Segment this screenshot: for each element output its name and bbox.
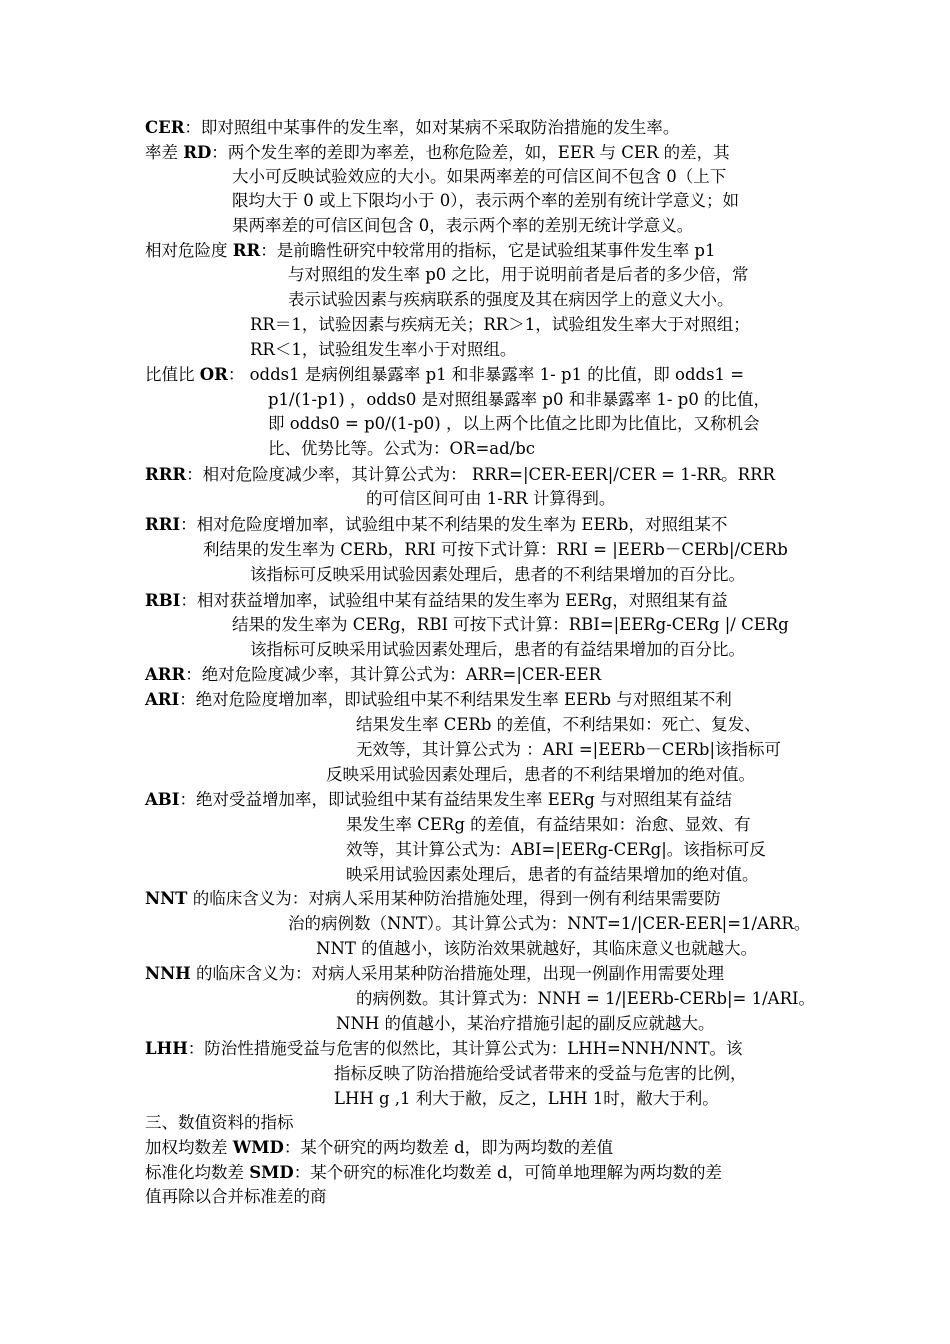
ari-line-4: 反映采用试验因素处理后，患者的不利结果增加的绝对值。	[326, 765, 755, 784]
section-heading-numeric: 三、数值资料的指标	[145, 1113, 294, 1132]
nnt-text-1: 的临床含义为：对病人采用某种防治措施处理，得到一例有利结果需要防	[187, 889, 721, 908]
lhh-term: LHH	[145, 1039, 188, 1058]
smd-prefix: 标准化均数差	[145, 1163, 250, 1182]
nnh-line-2: 的病例数。其计算式为：NNH = 1/|EERb-CERb|= 1/ARI。	[356, 989, 816, 1008]
or-line-1	[145, 364, 744, 386]
lhh-text-1: ：防治性措施受益与危害的似然比，其计算公式为：LHH=NNH/NNT。该	[187, 1039, 743, 1058]
ari-line-1	[145, 689, 732, 711]
rd-text-1: ：两个发生率的差即为率差，也称危险差，如，EER 与 CER 的差，其	[211, 143, 730, 162]
rbi-term: RBI	[145, 591, 181, 610]
rr-line-4: RR＝1，试验因素与疾病无关；RR＞1，试验组发生率大于对照组；	[250, 315, 750, 334]
smd-line-1	[145, 1162, 722, 1184]
smd-line-2: 值再除以合并标准差的商	[145, 1187, 327, 1206]
arr-line-1	[145, 664, 601, 686]
smd-term: SMD	[249, 1163, 294, 1182]
nnh-term: NNH	[145, 964, 191, 983]
rri-line-3: 该指标可反映采用试验因素处理后，患者的不利结果增加的百分比。	[250, 565, 745, 584]
ari-term: ARI	[145, 690, 180, 709]
arr-term: ARR	[145, 665, 186, 684]
or-prefix: 比值比	[145, 365, 200, 384]
cer-term: CER	[145, 118, 185, 137]
rd-line-3: 限均大于 0 或上下限均小于 0），表示两个率的差别有统计学意义；如	[232, 191, 739, 210]
abi-line-2: 果发生率 CERg 的差值，有益结果如：治愈、显效、有	[346, 815, 751, 834]
wmd-prefix: 加权均数差	[145, 1138, 233, 1157]
rri-line-1	[145, 514, 727, 536]
cer-line	[145, 117, 679, 139]
rri-text-1: ：相对危险度增加率，试验组中某不利结果的发生率为 EERb，对照组某不	[180, 515, 728, 534]
or-line-4: 比、优势比等。公式为：OR=ad/bc	[268, 439, 536, 458]
or-line-2: p1/(1-p1) ，odds0 是对照组暴露率 p0 和非暴露率 1- p0 的比值，	[268, 390, 771, 409]
rr-text-1: ：是前瞻性研究中较常用的指标，它是试验组某事件发生率 p1	[260, 241, 716, 260]
nnh-line-1	[145, 963, 724, 985]
rri-line-2: 利结果的发生率为 CERb，RRI 可按下式计算：RRI = |EERb－CERb|/CERb	[203, 540, 788, 559]
rd-prefix: 率差	[145, 143, 184, 162]
arr-text-1: ：绝对危险度减少率，其计算公式为：ARR=|CER-EER	[185, 665, 602, 684]
rrr-line-1	[145, 464, 775, 486]
rrr-term: RRR	[145, 465, 187, 484]
rr-line-2: 与对照组的发生率 p0 之比，用于说明前者是后者的多少倍，常	[288, 265, 749, 284]
abi-term: ABI	[145, 790, 180, 809]
cer-def: ：即对照组中某事件的发生率，如对某病不采取防治措施的发生率。	[184, 118, 680, 137]
rr-prefix: 相对危险度	[145, 241, 233, 260]
rbi-line-1	[145, 590, 728, 612]
or-term: OR	[199, 365, 228, 384]
rr-line-3: 表示试验因素与疾病联系的强度及其在病因学上的意义大小。	[288, 290, 734, 309]
or-line-3: 即 odds0 = p0/(1-p0) ，以上两个比值之比即为比值比，又称机会	[268, 414, 760, 433]
wmd-line-1	[145, 1137, 613, 1159]
rd-line-2: 大小可反映试验效应的大小。如果两率差的可信区间不包含 0（上下	[232, 167, 727, 186]
rrr-text-1: ：相对危险度减少率，其计算公式为： RRR=|CER-EER|/CER = 1-RR。RRR	[186, 465, 775, 484]
abi-line-1	[145, 789, 732, 811]
abi-text-1: ：绝对受益增加率，即试验组中某有益结果发生率 EERg 与对照组某有益结	[179, 790, 733, 809]
rd-line-4: 果两率差的可信区间包含 0，表示两个率的差别无统计学意义。	[232, 216, 694, 235]
rbi-line-3: 该指标可反映采用试验因素处理后，患者的有益结果增加的百分比。	[250, 640, 745, 659]
rr-line-5: RR＜1，试验组发生率小于对照组。	[250, 340, 517, 359]
ari-line-2: 结果发生率 CERb 的差值，不利结果如：死亡、复发、	[356, 715, 761, 734]
nnt-line-1	[145, 888, 721, 910]
rbi-text-1: ：相对获益增加率，试验组中某有益结果的发生率为 EERg，对照组某有益	[180, 591, 728, 610]
rbi-line-2: 结果的发生率为 CERg，RBI 可按下式计算：RBI=|EERg-CERg |/ CERg	[232, 615, 789, 634]
rd-line-1	[145, 142, 730, 164]
nnt-line-2: 治的病例数（NNT）。其计算公式为：NNT=1/|CER-EER|=1/ARR。	[288, 914, 811, 933]
rr-line-1	[145, 240, 716, 262]
nnt-line-3: NNT 的值越小，该防治效果就越好，其临床意义也就越大。	[316, 939, 758, 958]
abi-line-3: 效等，其计算公式为：ABI=|EERg-CERg|。该指标可反	[346, 840, 766, 859]
rd-term: RD	[183, 143, 212, 162]
rrr-line-2: 的可信区间可由 1-RR 计算得到。	[366, 489, 616, 508]
lhh-line-1	[145, 1038, 743, 1060]
nnh-text-1: 的临床含义为：对病人采用某种防治措施处理，出现一例副作用需要处理	[190, 964, 725, 983]
nnh-line-3: NNH 的值越小，某治疗措施引起的副反应就越大。	[336, 1014, 715, 1033]
smd-text-1: ：某个研究的标准化均数差 d，可简单地理解为两均数的差	[293, 1163, 723, 1182]
lhh-line-3: LHH g ,1 利大于敝，反之，LHH 1时，敝大于利。	[334, 1089, 719, 1108]
abi-line-4: 映采用试验因素处理后，患者的有益结果增加的绝对值。	[346, 865, 759, 884]
nnt-term: NNT	[145, 889, 188, 908]
wmd-term: WMD	[232, 1138, 284, 1157]
ari-text-1: ：绝对危险度增加率，即试验组中某不利结果发生率 EERb 与对照组某不利	[179, 690, 732, 709]
wmd-text-1: ：某个研究的两均数差 d，即为两均数的差值	[283, 1138, 614, 1157]
lhh-line-2: 指标反映了防治措施给受试者带来的受益与危害的比例，	[334, 1064, 747, 1083]
rr-term: RR	[232, 241, 261, 260]
or-text-1: ： odds1 是病例组暴露率 p1 和非暴露率 1- p1 的比值，即 odds1 =	[227, 365, 745, 384]
ari-line-3: 无效等，其计算公式为 ：ARI =|EERb－CERb|该指标可	[356, 740, 782, 759]
rri-term: RRI	[145, 515, 181, 534]
